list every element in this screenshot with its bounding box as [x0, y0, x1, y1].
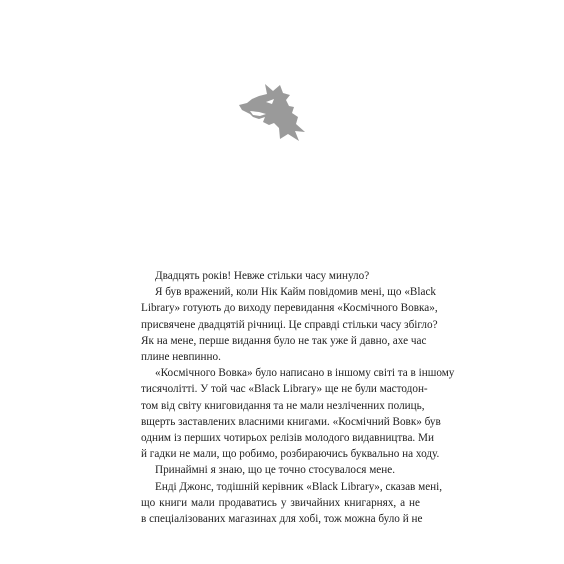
- text-line: одним із перших чотирьох релізів молодого видавництва. Ми: [141, 432, 434, 445]
- text-line: Як на мене, перше видання було не так уже й давно, ахе час: [141, 334, 427, 347]
- wolf-head-icon: [239, 82, 307, 144]
- text-line: Я був вражений, коли Нік Кайм повідомив мені, що «Black: [155, 286, 437, 299]
- text-line: присвячене двадцятій річниці. Це справді стільки часу збігло?: [141, 318, 438, 331]
- text-line: в спеціалізованих магазинах для хобі, тож можна було й не: [141, 513, 423, 526]
- text-line: «Космічного Вовка» було написано в іншому світі та в іншому: [155, 367, 455, 380]
- text-line: Library» готують до виходу перевидання «Космічного Вовка»,: [141, 302, 438, 315]
- text-line: вщерть заставлених власними книгами. «Космічний Вовк» був: [141, 415, 441, 428]
- text-line: Двадцять років! Невже стільки часу минуло?: [155, 270, 370, 282]
- text-line: Принаймні я знаю, що це точно стосувалося мене.: [155, 464, 395, 477]
- wolf-head-shape: [239, 84, 305, 141]
- text-line: том від світу книговидання та не мали незліченних полиць,: [141, 399, 425, 412]
- text-line: Енді Джонс, тодішній керівник «Black Library», сказав мені,: [155, 480, 443, 493]
- text-line: плине невпинно.: [141, 351, 221, 364]
- text-line: що книги мали продаватись у звичайних книгарнях, а не: [141, 496, 420, 509]
- text-line: й гадки не мали, що робимо, розбираючись буквально на ходу.: [141, 448, 440, 461]
- text-line: тисячолітті. У той час «Black Library» ще не були мастодон-: [141, 383, 428, 396]
- body-text: [141, 268, 455, 527]
